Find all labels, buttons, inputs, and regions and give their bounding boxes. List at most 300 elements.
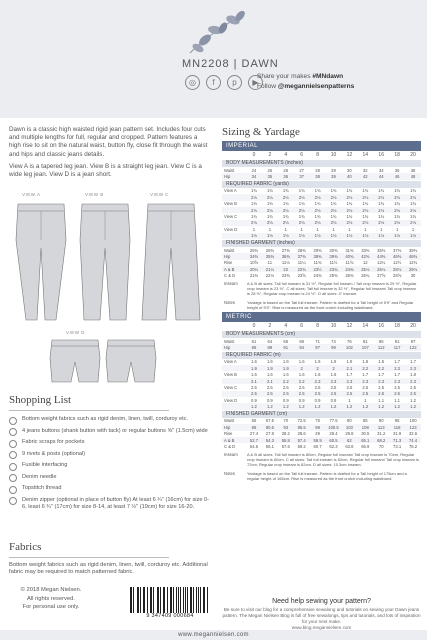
metric-finished-table <box>222 418 421 450</box>
sizes-row <box>222 151 421 159</box>
table-cell: 1¾ <box>314 188 321 194</box>
table-cell: 1 <box>284 226 287 232</box>
imperial-header: IMPERIAL <box>222 141 421 151</box>
table-cell: 2⅛ <box>310 194 326 200</box>
table-cell: 30.5 <box>361 431 370 437</box>
table-cell: 100 <box>409 418 417 424</box>
table-cell: 1¾ <box>394 201 401 207</box>
size-header-cell: 12 <box>346 152 353 158</box>
table-cell: 98 <box>310 424 326 430</box>
table-cell: 46⅜ <box>389 253 405 259</box>
table-cell: 46 <box>389 173 405 179</box>
inseam-text: A & B all sizes: Tall full inseam is 80cm, Regular full inseam/ Tall crop inseam is 70cm, Regular crop inseam is 60cm. C all sizes: Tall full inseam is 82cm, Regular full inseam/ Tall crop inseam is 72cm, Regular crop inseam is 62cm. D all sizes: 10.3cm inseam. <box>247 451 419 467</box>
sizing-yardage <box>222 126 421 483</box>
table-cell: 1¾ <box>314 214 321 220</box>
row-label: View A <box>224 359 237 365</box>
table-cell: 2⅛ <box>310 207 326 213</box>
table-cell: 94 <box>294 344 310 350</box>
table-cell: 2.1 <box>246 378 262 384</box>
table-cell: 39⅜ <box>408 247 418 253</box>
table-cell: 34⅜ <box>246 253 262 259</box>
inseam-label: Inseam <box>224 451 238 457</box>
checkbox-circle-icon[interactable] <box>9 428 17 436</box>
table-cell: 1.6 <box>314 372 321 378</box>
table-cell: 22⅛ <box>265 273 274 279</box>
row-label: A & B <box>222 437 246 443</box>
table-cell: 31⅜ <box>345 247 354 253</box>
table-cell: 35 <box>262 173 278 179</box>
table-cell: 65 <box>251 418 257 424</box>
view-a-label: VIEW A <box>22 192 41 197</box>
table-cell: 2.5 <box>362 384 369 390</box>
table-cell: 54.5 <box>249 444 259 450</box>
table-cell: 2⅛ <box>341 220 357 226</box>
table-cell: 32 <box>362 167 368 173</box>
table-cell: 1¾ <box>410 201 416 207</box>
table-cell: 26⅜ <box>265 247 274 253</box>
table-cell: 95.5 <box>294 424 310 430</box>
table-cell: 29 <box>315 431 320 437</box>
table-cell: 1.6 <box>330 372 337 378</box>
table-cell: 1.9 <box>262 365 278 371</box>
table-cell: 1¾ <box>378 188 385 194</box>
table-cell: 28⅜ <box>297 247 306 253</box>
table-cell: 1.7 <box>394 372 401 378</box>
table-cell: 1.2 <box>373 403 389 409</box>
shopping-item-label: Topstitch thread <box>22 485 62 491</box>
table-cell: 1.6 <box>298 372 305 378</box>
table-cell: 2⅛ <box>294 207 310 213</box>
inseam-note <box>222 279 421 298</box>
table-cell: 27.8 <box>265 431 274 437</box>
table-cell: 62 <box>341 437 357 443</box>
checkbox-circle-icon[interactable] <box>9 451 17 459</box>
metric-header: METRIC <box>222 312 421 322</box>
table-cell: 1 <box>332 226 335 232</box>
table-cell: 56.1 <box>265 444 274 450</box>
size-header-cell: 10 <box>330 322 337 329</box>
table-cell: 68.2 <box>373 437 389 443</box>
table-cell: 1.2 <box>278 403 294 409</box>
table-cell: 2.2 <box>294 378 310 384</box>
size-header-cell: 12 <box>346 322 353 329</box>
size-header-cell: 0 <box>252 322 256 329</box>
table-cell: 90.5 <box>262 424 278 430</box>
table-cell: 1.1 <box>378 397 385 403</box>
table-cell: 2⅛ <box>310 220 326 226</box>
table-cell: 2⅛ <box>278 207 294 213</box>
size-header-cell: 14 <box>362 322 369 329</box>
table-cell: 69 <box>299 338 304 344</box>
table-cell: 28.2 <box>281 431 290 437</box>
table-cell: 25 <box>267 167 273 173</box>
table-cell: 1.9 <box>246 365 262 371</box>
notes-text: Yardage is based on the Tall full inseam. Pattern is drafted for a Tall height of 5'9" and Regular height of 5'5". Rise is measured as the front crotch including waistband. <box>247 299 414 310</box>
size-header-cell: 6 <box>300 322 304 329</box>
table-cell: 2.3 <box>373 378 389 384</box>
table-cell: 36 <box>278 173 294 179</box>
table-cell: 97 <box>410 338 416 344</box>
row-label: Hip <box>222 344 246 350</box>
notes-note <box>222 469 421 483</box>
table-cell: 2.5 <box>282 384 289 390</box>
table-cell: 2.3 <box>405 378 421 384</box>
shopping-item <box>9 416 209 425</box>
table-cell: 1⅛ <box>294 233 310 239</box>
table-cell: 63.8 <box>345 444 354 450</box>
table-cell: 2.5 <box>405 391 421 397</box>
table-cell: 66 <box>283 338 289 344</box>
shopping-item <box>9 462 209 471</box>
table-cell: 2.3 <box>389 365 405 371</box>
youtube-icon[interactable]: ▶ <box>248 75 263 90</box>
table-cell: 2.3 <box>310 378 326 384</box>
copyright-line: © 2018 Megan Nielsen. <box>20 587 82 593</box>
table-cell: 1.7 <box>410 359 416 365</box>
table-cell: 71.3 <box>389 437 405 443</box>
table-cell: 1.2 <box>326 403 342 409</box>
table-cell: 35⅜ <box>262 253 278 259</box>
table-cell: 1.6 <box>298 359 305 365</box>
table-cell: 2.5 <box>262 391 278 397</box>
inseam-text: A & B all sizes: Tall full inseam is 31 ½", Regular full inseam / Tall crop inseam is 29 ½", Regular crop inseam is 23 ½". C all sizes: Tall full inseam is 32 ½", Regular full inseam/ Tall crop inseam is 28 ½", Regular crop inseam is 24 ½". D all sizes: 4" inseam. <box>247 280 417 296</box>
copyright <box>20 586 82 612</box>
fabrics-title: Fabrics <box>9 541 42 553</box>
table-cell: 1.6 <box>362 359 369 365</box>
table-cell: 2.3 <box>326 378 342 384</box>
table-cell: 2.5 <box>251 384 257 390</box>
follow-handle: @megannielsenpatterns <box>277 83 355 90</box>
table-cell: 21⅜ <box>249 273 259 279</box>
table-cell: 1.6 <box>251 359 257 365</box>
row-label: Rise <box>224 260 233 266</box>
table-cell: 1.2 <box>357 403 373 409</box>
table-cell: 1 <box>364 226 367 232</box>
table-cell: 34 <box>246 173 262 179</box>
table-cell: 35⅜ <box>377 247 386 253</box>
eucalyptus-leaf-icon <box>185 8 255 61</box>
table-cell: 2 <box>326 365 342 371</box>
table-cell: 23⅝ <box>297 273 306 279</box>
row-label <box>222 403 246 409</box>
table-cell: 2.1 <box>341 365 357 371</box>
table-cell: 2⅛ <box>246 194 262 200</box>
table-cell: 123 <box>405 424 421 430</box>
table-cell: 2⅛ <box>373 194 389 200</box>
table-cell: 64 <box>267 338 273 344</box>
finished-garment-header: FINISHED GARMENT (cm) <box>222 411 421 418</box>
shopping-item <box>9 428 209 437</box>
table-cell: 1.2 <box>246 403 262 409</box>
table-cell: 2.3 <box>405 365 421 371</box>
table-cell: 77.5 <box>329 418 338 424</box>
table-cell: 27 <box>299 167 304 173</box>
table-row <box>222 403 421 409</box>
table-cell: 81 <box>362 338 368 344</box>
table-cell: 28⅛ <box>389 266 405 272</box>
table-cell: 2⅛ <box>373 207 389 213</box>
table-cell: 22 <box>278 266 294 272</box>
table-cell: 102 <box>341 344 357 350</box>
checkbox-circle-icon[interactable] <box>9 497 17 505</box>
row-label: Rise <box>224 431 233 437</box>
table-cell: 29.4 <box>329 431 338 437</box>
table-cell: 1¾ <box>346 201 353 207</box>
table-cell: 34 <box>378 167 384 173</box>
table-cell: 29⅛ <box>405 266 421 272</box>
pattern-code: MN2208 | DAWN <box>182 58 279 70</box>
barcode <box>130 587 210 625</box>
table-cell: 2⅛ <box>389 220 405 226</box>
table-cell: 1⅛ <box>405 233 421 239</box>
table-cell: 1⅛ <box>341 233 357 239</box>
table-cell: 28 <box>315 167 320 173</box>
blog-link[interactable]: www.blog.megannielsen.com <box>291 625 352 630</box>
table-cell: 1.9 <box>278 365 294 371</box>
checkbox-circle-icon[interactable] <box>9 463 17 471</box>
table-cell: 1.6 <box>378 359 385 365</box>
copyright-line: For personal use only. <box>22 604 80 610</box>
table-cell: 28.6 <box>297 431 306 437</box>
table-cell: 89 <box>262 344 278 350</box>
table-cell: 2⅛ <box>326 220 342 226</box>
table-cell: 1¾ <box>346 188 353 194</box>
table-cell: 122 <box>405 344 421 350</box>
table-cell: 1¾ <box>410 214 416 220</box>
table-cell: 1.7 <box>362 372 369 378</box>
table-cell: 1.2 <box>341 403 357 409</box>
table-cell: 118 <box>389 424 405 430</box>
shopping-item-label: 4 jeans buttons (shank button with tack) or regular buttons ⅝" (1.5cm) wide <box>22 427 208 434</box>
table-cell: 1¾ <box>266 188 273 194</box>
table-cell: 2⅛ <box>278 194 294 200</box>
table-cell: 11½ <box>329 260 338 266</box>
table-cell: 86 <box>378 338 384 344</box>
table-cell: 1 <box>380 226 383 232</box>
table-cell: 99 <box>326 344 342 350</box>
required-fabric-header: REQUIRED FABRIC (yards) <box>222 181 421 188</box>
views-paragraph: View A is a tapered leg jean. View B is a straight leg jean. View C is a wide leg jean. View D is a jean short. <box>9 162 202 179</box>
table-cell: 27⅝ <box>377 273 386 279</box>
table-cell: 70 <box>283 418 289 424</box>
table-cell: 2⅛ <box>326 194 342 200</box>
table-cell: 85 <box>362 418 368 424</box>
footer-url[interactable]: www.megannielsen.com <box>0 630 427 640</box>
table-cell: 1¾ <box>362 214 369 220</box>
table-cell: 27⅜ <box>281 247 290 253</box>
pinterest-icon[interactable]: p <box>227 75 242 90</box>
sizing-title: Sizing & Yardage <box>222 126 300 138</box>
table-cell: 1¾ <box>394 188 401 194</box>
table-cell: 2⅛ <box>262 194 278 200</box>
table-cell: 91 <box>394 338 400 344</box>
table-cell: 38 <box>410 167 416 173</box>
checkbox-circle-icon[interactable] <box>9 440 17 448</box>
table-cell: 1.7 <box>378 372 385 378</box>
shopping-item-label: 9 rivets & posts (optional) <box>22 450 86 457</box>
metric-sizes-table <box>222 322 421 330</box>
table-cell: 44⅜ <box>373 253 389 259</box>
table-cell: 60.7 <box>313 444 322 450</box>
table-cell: 22¾ <box>294 266 310 272</box>
row-label: C & D <box>224 444 236 450</box>
table-cell: 108 <box>357 424 373 430</box>
header-banner <box>0 0 427 118</box>
view-c-label: VIEW C <box>150 192 170 197</box>
share-label: Share your makes <box>257 73 313 80</box>
sizes-row <box>222 322 421 330</box>
table-cell: 2.5 <box>298 384 305 390</box>
row-label: View A <box>224 188 237 194</box>
table-cell: 24 <box>251 167 257 173</box>
table-cell: 38⅜ <box>310 253 326 259</box>
table-cell: 1⅛ <box>262 233 278 239</box>
view-d-label: VIEW D <box>66 330 86 335</box>
table-cell: 2.3 <box>357 378 373 384</box>
checkbox-circle-icon[interactable] <box>9 486 17 494</box>
inseam-note <box>222 450 421 469</box>
table-cell: 40 <box>341 173 357 179</box>
table-cell: 1 <box>411 226 415 232</box>
table-row <box>222 344 421 350</box>
table-cell: 1⅛ <box>373 233 389 239</box>
size-label-empty <box>222 151 246 159</box>
table-cell: 2.5 <box>378 384 385 390</box>
table-cell: 42⅜ <box>357 253 373 259</box>
table-cell: 1¾ <box>378 214 385 220</box>
table-cell: 59.2 <box>297 444 306 450</box>
size-header-cell: 16 <box>378 152 384 158</box>
table-cell: 24⅜ <box>313 273 322 279</box>
table-cell: 23¾ <box>326 266 342 272</box>
table-cell: 70 <box>378 444 384 450</box>
table-cell: 39⅜ <box>326 253 342 259</box>
table-cell: 1.7 <box>346 372 353 378</box>
view-c-drawing <box>140 200 202 325</box>
shopping-list-title: Shopping List <box>9 394 72 406</box>
table-cell: 54.3 <box>262 437 278 443</box>
table-cell: 67.5 <box>265 418 274 424</box>
table-cell: 2⅛ <box>373 220 389 226</box>
size-header-cell: 14 <box>362 152 369 158</box>
follow-label: Follow <box>257 83 278 90</box>
table-cell: 48⅜ <box>405 253 421 259</box>
table-cell: 2.2 <box>373 365 389 371</box>
table-cell: 74 <box>331 338 336 344</box>
table-cell: 1¾ <box>298 214 305 220</box>
table-cell: 1.2 <box>405 403 421 409</box>
table-cell: 91 <box>278 344 294 350</box>
size-header-cell: 16 <box>378 322 384 329</box>
table-cell: 1¾ <box>314 201 321 207</box>
instagram-icon[interactable]: ◎ <box>185 75 200 90</box>
size-header-cell: 8 <box>316 152 319 158</box>
table-cell: 23½ <box>310 266 326 272</box>
row-label: A & B <box>222 266 246 272</box>
table-cell: 2.5 <box>314 384 321 390</box>
table-cell: 1 <box>300 226 303 232</box>
table-cell: 12¾ <box>408 260 418 266</box>
table-cell: 88 <box>246 424 262 430</box>
table-cell: 97 <box>310 344 326 350</box>
table-cell: 2.5 <box>294 391 310 397</box>
checkbox-circle-icon[interactable] <box>9 474 17 482</box>
shopping-item <box>9 474 209 483</box>
table-cell: 11⅛ <box>281 260 290 266</box>
table-cell: 100.5 <box>326 424 342 430</box>
table-cell: 1 <box>252 226 256 232</box>
table-cell: 2⅛ <box>278 220 294 226</box>
facebook-icon[interactable]: f <box>206 75 221 90</box>
table-cell: 2.5 <box>410 384 416 390</box>
notes-label: Notes <box>224 299 235 305</box>
table-cell: 1.8 <box>410 372 416 378</box>
table-cell: 2.5 <box>357 391 373 397</box>
table-cell: 27.4 <box>249 431 259 437</box>
table-cell: 11¼ <box>297 260 306 266</box>
table-cell: 66.9 <box>361 444 370 450</box>
table-cell: 12¼ <box>377 260 386 266</box>
table-cell: 75 <box>315 418 320 424</box>
table-cell: 28⅝ <box>393 273 402 279</box>
table-cell: 65.1 <box>357 437 373 443</box>
table-cell: 2⅛ <box>357 194 373 200</box>
table-cell: 0.9 <box>330 397 337 403</box>
size-header-cell: 2 <box>268 152 272 158</box>
table-cell: 2⅛ <box>357 220 373 226</box>
table-cell: 107 <box>357 344 373 350</box>
table-row <box>222 173 421 179</box>
table-cell: 1.7 <box>394 359 401 365</box>
checkbox-circle-icon[interactable] <box>9 417 17 425</box>
table-cell: 23⅜ <box>281 273 290 279</box>
table-cell: 25⅜ <box>249 247 259 253</box>
table-cell: 61 <box>251 338 257 344</box>
table-cell: 1¾ <box>378 201 385 207</box>
table-cell: 30 <box>410 273 416 279</box>
table-cell: 55.8 <box>278 437 294 443</box>
shopping-item <box>9 497 209 511</box>
table-cell: 74.4 <box>405 437 421 443</box>
table-cell: 1¾ <box>362 201 369 207</box>
table-cell: 90 <box>378 418 384 424</box>
row-label: View B <box>224 201 237 207</box>
table-cell: 21¼ <box>262 266 278 272</box>
table-cell: 25⅜ <box>329 273 338 279</box>
size-header-cell: 4 <box>284 152 288 158</box>
table-cell: 24⅜ <box>341 266 357 272</box>
table-cell: 40⅜ <box>341 253 357 259</box>
table-cell: 29 <box>331 167 336 173</box>
table-cell: 2⅛ <box>405 220 421 226</box>
table-cell: 1 <box>268 226 272 232</box>
shopping-item <box>9 485 209 494</box>
body-measurements-header: BODY MEASUREMENTS (cm) <box>222 331 421 338</box>
table-cell: 25⅛ <box>357 266 373 272</box>
divider <box>9 557 169 558</box>
row-label: Hip <box>222 253 246 259</box>
size-header-cell: 8 <box>316 322 319 329</box>
table-cell: 2⅛ <box>357 207 373 213</box>
social-icons <box>185 75 263 90</box>
table-cell: 36⅜ <box>278 253 294 259</box>
row-label: View D <box>224 226 238 232</box>
body-measurements-header: BODY MEASUREMENTS (inches) <box>222 160 421 167</box>
imperial-body-table <box>222 167 421 180</box>
table-cell: 0.9 <box>251 397 257 403</box>
table-cell: 73.1 <box>393 444 402 450</box>
notes-text: Yardage is based on the Tall full inseam. Pattern is drafted for a Tall height of 175cm and a regular height of 165cm. Rise is measured as the front crotch including waistband. <box>247 470 407 481</box>
